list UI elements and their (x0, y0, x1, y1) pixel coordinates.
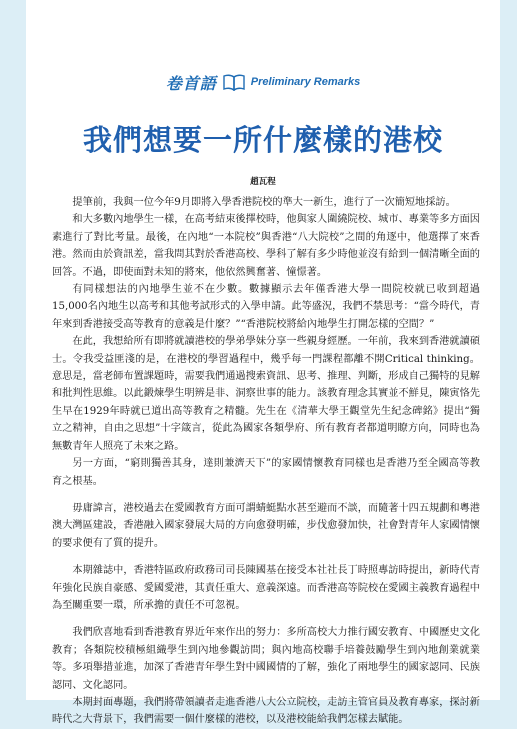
section-title-en: Preliminary Remarks (250, 76, 361, 88)
article-body (52, 194, 480, 729)
paragraph: 在此，我想給所有即將就讀港校的學弟學妹分享一些親身經歷。一年前，我來到香港就讀碩士。令我受益匪淺的是，在港校的學習過程中，幾乎每一門課程都離不開Critical thinking。意思是，當老師布置課題時，需要我們通過搜索資訊、思考、推理、判斷，形成自己獨特的見解和批判性思維。以此鍛煉學生明辨是非、洞察世事的能力。該教育理念其實並不鮮見，陳寅恪先生早在1929年時就已道出高等教育之精髓。先生在《清華大學王觀堂先生紀念碑銘》提出“獨立之精神，自由之思想”十字箴言，從此為國家各類學府、所有教育者都道明瞭方向，同時也為無數青年人照亮了未來之路。 (52, 336, 480, 452)
article-author: 趙瓦程 (250, 177, 276, 187)
page (26, 0, 500, 726)
book-icon (223, 73, 245, 91)
section-title-zh: 卷首語 (165, 73, 217, 93)
paragraph: 我們欣喜地看到香港教育界近年來作出的努力：多所高校大力推行國安教育、中國歷史文化教育；各類院校積極組織學生到內地參觀訪問；與內地高校聯手培養鼓勵學生到內地創業就業等。多項舉措並進，加深了香港青年學生對中國國情的了解，強化了兩地學生的國家認同、民族認同、文化認同。 (52, 627, 480, 691)
paragraph: 本期封面專題，我們將帶領讀者走進香港八大公立院校，走訪主管官員及教育專家，探討新時代之大背景下，我們需要一個什麼樣的港校，以及港校能給我們怎樣去賦能。 (52, 696, 480, 726)
paragraph: 和大多數內地學生一樣，在高考結束後擇校時，他與家人圍繞院校、城市、專業等多方面因素進行了對比考量。最後，在內地“一本院校”與香港“八大院校”之間的角逐中，他選擇了來香港。然而由於資訊差，當我問其對於香港高校、學科了解有多少時他並沒有給到一個清晰全面的回答。不過，即使面對未知的將來，他依然興奮著、憧憬著。 (52, 214, 480, 278)
paragraph: 本期雜誌中，香港特區政府政務司司長陳國基在接受本社社長丁時照專訪時提出，新時代青年強化民族自豪感、愛國愛港，其責任重大、意義深遠。而香港高等院校在愛國主義教育過程中為至關重要一環，所承擔的責任不可忽視。 (52, 565, 480, 611)
paragraph: 提筆前，我與一位今年9月即將入學香港院校的準大一新生，進行了一次簡短地採訪。 (72, 197, 456, 208)
article-title: 我們想要一所什麼樣的港校 (82, 123, 443, 157)
section-header (26, 64, 500, 100)
paragraph: 有同樣想法的內地學生並不在少數。數據顯示去年僅香港大學一間院校就已收到超過15,000名內地生以高考和其他考試形式的入學申請。此等盛況，我們不禁思考：“當今時代，青年來到香港接受高等教育的意義是什麼？”“香港院校將給內地學生打開怎樣的空間？” (52, 284, 480, 330)
paragraph: 另一方面，“窮則獨善其身，達則兼濟天下”的家國情懷教育同樣也是香港乃至全國高等教育之根基。 (52, 458, 480, 487)
paragraph: 毋庸諱言，港校過去在愛國教育方面可謂蜻蜓點水甚至避而不談，而隨著十四五規劃和粵港澳大灣區建設，香港融入國家發展大局的方向愈發明確，步伐愈發加快，社會對青年人家國情懷的要求便有了質的提升。 (52, 502, 480, 549)
